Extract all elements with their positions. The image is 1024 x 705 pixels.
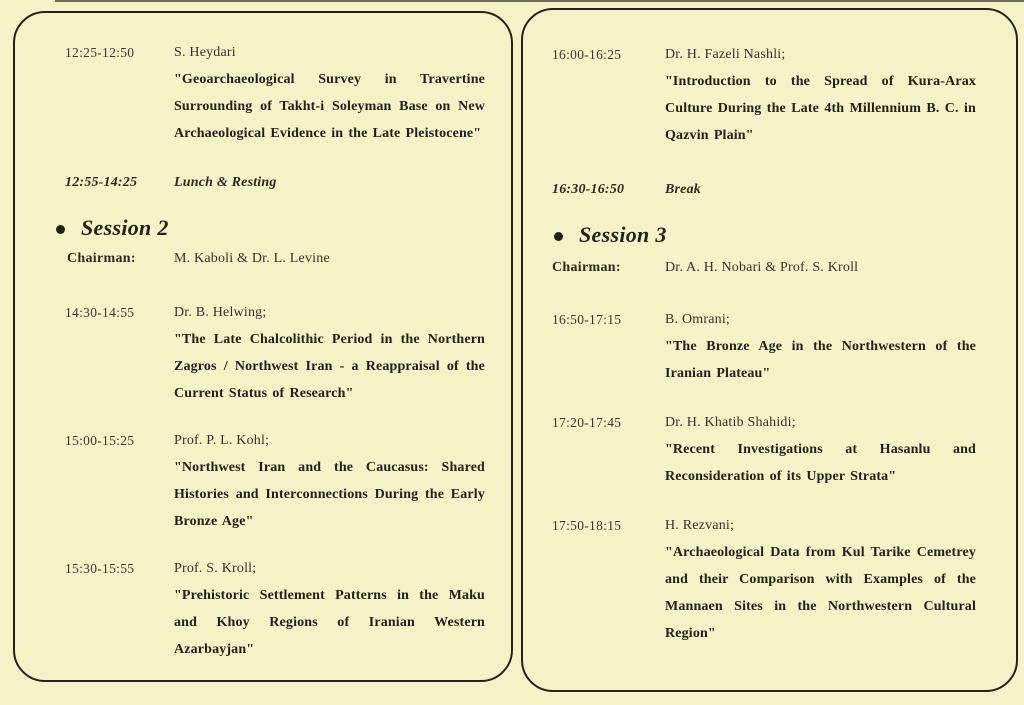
session-bullet-icon — [56, 225, 65, 234]
talk-time: 14:30-14:55 — [65, 305, 135, 320]
speaker-name: B. Omrani; — [665, 312, 730, 327]
break-time: 16:30-16:50 — [552, 182, 625, 197]
talk-title: "The Bronze Age in the Northwestern of the Iranian Plateau" — [665, 339, 976, 381]
chairman-row — [67, 245, 485, 272]
talk-time: 15:00-15:25 — [65, 433, 135, 448]
chairman-value: Dr. A. H. Nobari & Prof. S. Kroll — [665, 260, 859, 275]
session-title: Session 2 — [81, 215, 169, 240]
break-label: Break — [665, 182, 701, 197]
talk-entry — [65, 427, 485, 535]
talk-title: "Recent Investigations at Hasanlu and Reconsideration of its Upper Strata" — [665, 442, 976, 484]
session-heading — [56, 213, 485, 243]
break-time: 12:55-14:25 — [65, 175, 138, 190]
talk-title: "Prehistoric Settlement Patterns in the Maku and Khoy Regions of Iranian Western Azarbayjan" — [174, 588, 485, 657]
chairman-label: Chairman: — [552, 260, 621, 275]
talk-time: 16:00-16:25 — [552, 47, 622, 62]
talk-title: "Introduction to the Spread of Kura-Arax Culture During the Late 4th Millennium B. C. in Qazvin Plain" — [665, 74, 976, 143]
talk-time: 15:30-15:55 — [65, 561, 135, 576]
talk-time: 12:25-12:50 — [65, 45, 135, 60]
talk-entry — [65, 555, 485, 663]
speaker-name: Prof. P. L. Kohl; — [174, 433, 270, 448]
session-title: Session 3 — [579, 222, 667, 247]
break-entry — [65, 169, 485, 196]
speaker-name: Dr. H. Khatib Shahidi; — [665, 415, 796, 430]
chairman-label: Chairman: — [67, 251, 136, 266]
talk-entry — [65, 299, 485, 407]
chairman-row — [552, 254, 976, 281]
talk-entry — [552, 512, 976, 647]
speaker-name: S. Heydari — [174, 45, 236, 60]
talk-time: 17:20-17:45 — [552, 415, 622, 430]
session-bullet-icon — [554, 232, 563, 241]
speaker-name: Dr. H. Fazeli Nashli; — [665, 47, 786, 62]
break-entry — [552, 176, 976, 203]
talk-entry — [552, 41, 976, 149]
talk-title: "Northwest Iran and the Caucasus: Shared Histories and Interconnections During the Early Bronze Age" — [174, 460, 485, 529]
chairman-value: M. Kaboli & Dr. L. Levine — [174, 251, 330, 266]
talk-time: 16:50-17:15 — [552, 312, 622, 327]
talk-entry — [552, 409, 976, 490]
talk-entry — [65, 39, 485, 147]
program-page-right — [521, 8, 1018, 692]
break-label: Lunch & Resting — [174, 175, 277, 190]
talk-entry — [552, 306, 976, 387]
program-page-left — [13, 11, 513, 682]
speaker-name: Dr. B. Helwing; — [174, 305, 267, 320]
talk-title: "Geoarchaeological Survey in Travertine Surrounding of Takht-i Soleyman Base on New Archaeological Evidence in the Late Pleistocene" — [174, 72, 485, 141]
talk-time: 17:50-18:15 — [552, 518, 622, 533]
session-heading — [554, 220, 976, 250]
speaker-name: H. Rezvani; — [665, 518, 735, 533]
talk-title: "The Late Chalcolithic Period in the Northern Zagros / Northwest Iran - a Reappraisal of the Current Status of Research" — [174, 332, 485, 401]
scan-edge — [55, 0, 1024, 2]
talk-title: "Archaeological Data from Kul Tarike Cemetrey and their Comparison with Examples of the Mannaen Sites in the Northwestern Cultural Region" — [665, 545, 976, 641]
speaker-name: Prof. S. Kroll; — [174, 561, 257, 576]
